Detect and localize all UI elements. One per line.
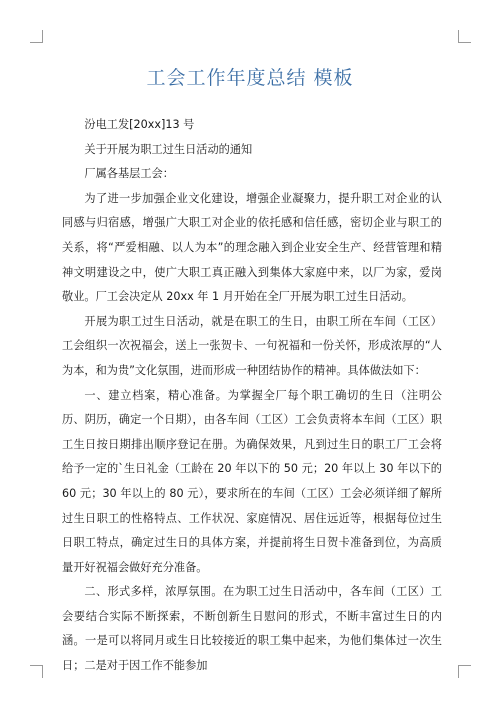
paragraph-purpose: 开展为职工过生日活动，就是在职工的生日，由职工所在车间（工区）工会组织一次祝福会，送上一张贺卡、一句祝福和一份关怀，形成浓厚的“人为本，和为贵”文化氛围，进而形成一种团结协作的精神。具体做法如下：: [62, 314, 442, 377]
document-title: 工会工作年度总结 模板: [146, 67, 354, 89]
paragraph-intro: 为了进一步加强企业文化建设，增强企业凝聚力，提升职工对企业的认同感与归宿感，增强广大职工对企业的依托感和信任感，密切企业与职工的关系，将“严爱相融、以人为本”的理念融入到企业安全生产、经营管理和精神文明建设之中，使广大职工真正融入到集体大家庭中来，以厂为家，爱岗敬业。厂工会决定从 20xx 年 1 月开始在全厂开展为职工过生日活动。: [62, 191, 442, 304]
crop-mark-top-right: [458, 30, 471, 43]
crop-mark-top-left: [30, 30, 43, 43]
notice-subject: 关于开展为职工过生日活动的通知: [84, 142, 253, 156]
file-number: 汾电工发[20xx]13 号: [84, 118, 195, 131]
paragraph-section-two: 二、形式多样，浓厚氛围。在为职工过生日活动中，各车间（工区）工会要结合实际不断探索，不断创新生日慰问的形式，不断丰富过生日的内涵。一是可以将同月或生日比较接近的职工集中起来，为他们集体过一次生日；二是对于因工作不能参加: [62, 585, 442, 673]
crop-mark-bottom-right: [458, 665, 471, 678]
document-body: [62, 113, 442, 679]
salutation: 厂属各基层工会：: [84, 167, 174, 181]
crop-mark-bottom-left: [30, 665, 43, 678]
paragraph-section-one: 一、建立档案，精心准备。为掌握全厂每个职工确切的生日（注明公历、阴历，确定一个日期），由各车间（工区）工会负责将本车间（工区）职工生日按日期排出顺序登记在册。为确保效果，凡到过生日的职工厂工会将给予一定的`生日礼金（工龄在 20 年以下的 50 元；20 年以上 30 年以下的 60 元；30 年以上的 80 元），要求所在的车间（工区）工会必须详细了解所过生日职工的性格特点、工作状况、家庭情况、居住远近等，根据每位过生日职工特点，确定过生日的具体方案，并提前将生日贺卡准备到位，为高质量开好祝福会做好充分准备。: [62, 388, 442, 574]
